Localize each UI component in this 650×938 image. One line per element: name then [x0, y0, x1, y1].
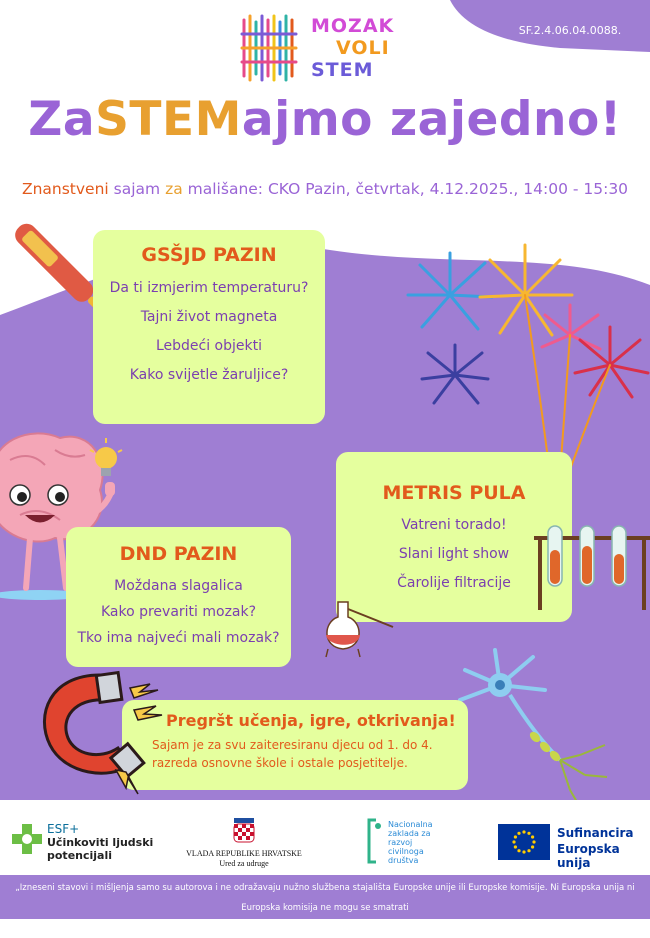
card-item: Da ti izmjerim temperaturu?	[109, 280, 309, 296]
logo-voli: VOLI	[336, 37, 390, 59]
project-code: SF.2.4.06.04.0088.	[518, 24, 622, 37]
subtitle-details: CKO Pazin, četvrtak, 4.12.2025., 14:00 - 15:30	[267, 180, 629, 198]
page-title	[0, 92, 650, 147]
flask-icon	[318, 597, 398, 657]
mozak-voli-stem-logo-icon	[238, 12, 300, 84]
croatian-coat-of-arms-icon	[234, 818, 254, 844]
eu-line-2: Europska unija	[557, 842, 620, 870]
card-item: Kako prevariti mozak?	[100, 604, 257, 620]
nzrcd-logo-icon	[366, 818, 382, 864]
nzrcd-line-1: Nacionalna	[388, 820, 433, 829]
card-item: Tajni život magneta	[140, 309, 278, 325]
esf-plus-logo-icon	[10, 822, 44, 856]
card-item: Tko ima najveći mali mozak?	[77, 630, 280, 646]
logo-stem: STEM	[311, 59, 374, 81]
card-item: Čarolije filtracije	[397, 575, 511, 591]
eu-flag-icon	[498, 824, 550, 860]
nzrcd-line-2: zaklada za	[388, 829, 431, 838]
disclaimer	[0, 875, 650, 933]
esf-line-1: Učinkoviti ljudski	[47, 836, 154, 849]
neuron-icon	[455, 645, 615, 810]
disclaimer-line-1: „Izneseni stavovi i mišljenja samo su autorova i ne odražavaju nužno službena stajališta Europske unije ili Europske komisije. Ni Europska unija ni Europska komisija ne mogu se smatrati	[15, 883, 635, 913]
info-box-line-1: Sajam je za svu zaiteresiranu djecu od 1. do 4.	[152, 738, 433, 752]
test-tubes-icon	[534, 520, 650, 610]
title-part-3: ajmo zajedno!	[241, 92, 622, 147]
logo-mozak: MOZAK	[311, 15, 395, 37]
card-item: Vatreni torado!	[401, 517, 507, 533]
card-item: Kako svijetle žaruljice?	[129, 367, 289, 383]
subtitle-word-1: Znanstveni	[21, 180, 109, 198]
info-box-line-2: razreda osnovne škole i ostale posjetitelje.	[152, 756, 408, 770]
subtitle-word-4: mališane:	[187, 180, 264, 198]
event-subtitle	[0, 180, 650, 198]
card-title: METRIS PULA	[382, 482, 526, 504]
disclaimer-line-2: odgovornima za njih."	[278, 923, 372, 933]
nzrcd-text	[388, 820, 433, 865]
esf-line-2: potencijali	[47, 849, 113, 862]
eu-line-1: Sufinancira	[557, 826, 634, 840]
card-gssjd-pazin	[93, 230, 325, 424]
info-box-title: Pregršt učenja, igre, otkrivanja!	[166, 711, 456, 730]
title-part-1: Za	[28, 92, 96, 147]
esf-brand: ESF+	[47, 822, 80, 836]
magnet-icon	[30, 660, 190, 800]
card-item: Moždana slagalica	[114, 578, 243, 594]
subtitle-word-3: za	[165, 180, 183, 198]
card-dnd-pazin	[66, 527, 291, 667]
card-title: GSŠJD PAZIN	[141, 244, 277, 266]
gov-line-1: VLADA REPUBLIKE HRVATSKE	[186, 849, 302, 858]
subtitle-word-2: sajam	[113, 180, 161, 198]
nzrcd-line-5: društva	[388, 856, 419, 865]
card-title: DND PAZIN	[119, 543, 238, 565]
title-part-stem: STEM	[95, 92, 242, 147]
nzrcd-line-3: razvoj	[388, 838, 413, 847]
nzrcd-line-4: civilnoga	[388, 847, 424, 856]
card-item: Lebdeći objekti	[155, 338, 263, 354]
card-item: Slani light show	[398, 546, 510, 562]
gov-line-2: Ured za udruge	[219, 859, 269, 868]
fireworks-icon	[400, 245, 650, 475]
